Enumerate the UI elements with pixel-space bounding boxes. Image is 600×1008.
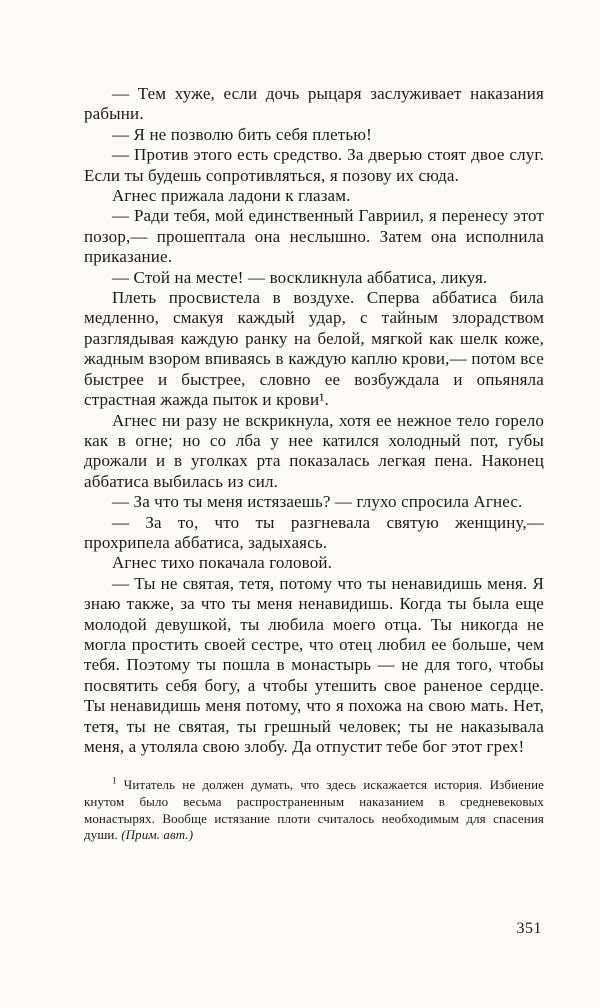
footnote-attribution: (Прим. авт.) bbox=[121, 827, 194, 843]
footnote-marker: 1 bbox=[112, 776, 117, 787]
paragraph: — Против этого есть средство. За дверью стоят двое слуг. Если ты будешь сопротивляться, я позову их сюда. bbox=[84, 145, 544, 185]
paragraph: Агнес прижала ладони к глазам. bbox=[112, 186, 351, 206]
paragraph: — Тем хуже, если дочь рыцаря заслуживает наказания рабыни. bbox=[84, 84, 544, 124]
paragraph: Плеть просвистела в воздухе. Сперва аббатиса била медленно, смакуя каждый удар, с тайным злорадством разглядывая каждую ранку на белой, мягкой как шелк коже, жадным взором впиваясь в каждую каплю крови,— потом все быстрее и быстрее, словно ее возбуждала и опьяняла страстная жажда пыток и крови¹. bbox=[84, 288, 544, 410]
page-number: 351 bbox=[516, 920, 542, 937]
footnote bbox=[84, 777, 544, 843]
paragraph: Агнес тихо покачала головой. bbox=[112, 553, 332, 573]
body-text bbox=[84, 84, 544, 757]
paragraph: — За что ты меня истязаешь? — глухо спросила Агнес. bbox=[112, 492, 523, 512]
paragraph: — Стой на месте! — воскликнула аббатиса, ликуя. bbox=[112, 267, 488, 287]
paragraph: — Я не позволю бить себя плетью! bbox=[112, 124, 372, 144]
paragraph: — Ты не святая, тетя, потому что ты ненавидишь меня. Я знаю также, за что ты меня ненавидишь. Когда ты была еще молодой девушкой, ты любила моего отца. Ты никогда не могла простить своей сестре, что отец любил ее больше, чем тебя. Поэтому ты пошла в монастырь — не для того, чтобы посвятить себя богу, а чтобы утешить свое раненое сердце. Ты ненавидишь меня потому, что я похожа на свою мать. Нет, тетя, ты не святая, ты грешный человек; ты не наказывала меня, а утоляла свою злобу. Да отпустит тебе бог этот грех! bbox=[84, 573, 544, 756]
footnote-text: Читатель не должен думать, что здесь искажается история. Избиение кнутом было весьма распространенным наказанием в средневековых монастырях. Вообще истязание плоти считалось необходимым для спасения души. bbox=[84, 777, 544, 843]
paragraph: — За то, что ты разгневала святую женщину,— прохрипела аббатиса, задыхаясь. bbox=[84, 512, 544, 552]
paragraph: — Ради тебя, мой единственный Гавриил, я перенесу этот позор,— прошептала она неслышно. Затем она исполнила приказание. bbox=[84, 206, 544, 267]
paragraph: Агнес ни разу не вскрикнула, хотя ее нежное тело горело как в огне; но со лба у нее катился холодный пот, губы дрожали и в уголках рта показалась легкая пена. Наконец аббатиса выбилась из сил. bbox=[84, 410, 544, 491]
